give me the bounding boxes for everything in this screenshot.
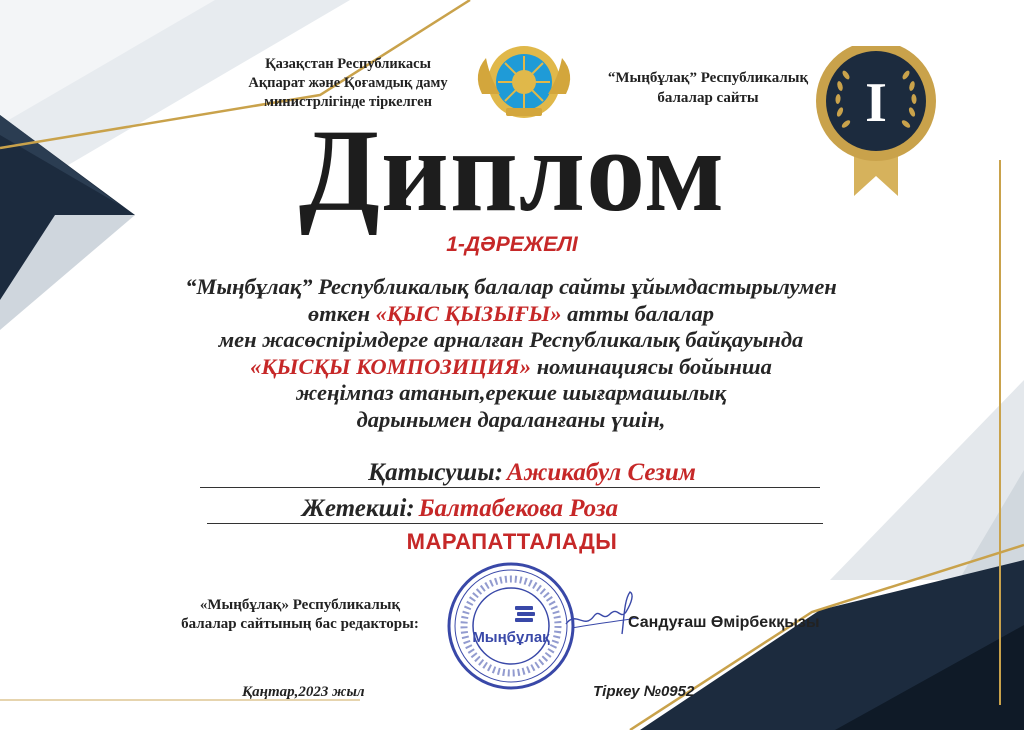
contest-name: «ҚЫС ҚЫЗЫҒЫ» [375,300,562,326]
body-text: атты балалар [567,300,714,326]
body-line: дарынымен дараланғаны үшін, [356,406,666,432]
participant-label: Қатысушы: [368,459,503,486]
editor-label-line: «Мыңбұлақ» Республикалық [199,597,401,613]
gold-medal-icon [810,46,1024,196]
supervisor-name: Балтабекова Роза [418,495,619,522]
registration-right-line: балалар сайты [657,90,759,106]
registration-left-line: Қазақстан Республикасы [265,56,431,72]
participant-underline [200,487,820,488]
supervisor-label: Жетекші: [301,495,415,522]
body-line: жеңімпаз атанып,ерекше шығармашылық [295,380,727,405]
supervisor-underline [207,523,823,524]
awarded-text: МАРАПАТТАЛАДЫ [406,529,618,554]
registration-left-line: Ақпарат және Қоғамдық даму [248,75,448,91]
editor-label [150,596,450,634]
supervisor-row [250,494,670,524]
degree-label: 1-ДӘРЕЖЕЛІ [446,233,578,256]
body-text: өткен [308,300,370,326]
body-line: мен жасөспірімдерге арналған Республикалық байқауында [218,327,804,352]
participant-row [252,458,812,488]
body-line [100,354,922,381]
body-line: “Мыңбұлақ” Республикалық балалар сайты ұйымдастырылумен [185,274,837,299]
registration-number: Тіркеу №0952 [593,683,695,700]
participant-name: Ажикабул Сезим [506,459,696,486]
nomination-name: «ҚЫСҚЫ КОМПОЗИЦИЯ» [250,353,532,379]
medal-numeral: I [865,72,887,134]
issue-date: Қаңтар,2023 жыл [242,684,365,700]
body-text: номинациясы бойынша [536,353,772,379]
diploma-body-text [100,274,922,433]
editor-name: Сандуғаш Өмірбекқызы [628,614,820,631]
stamp-logo-text: Мыңбұлақ [472,629,550,646]
registration-note-right [588,68,828,108]
registration-note-left [228,55,468,112]
diploma-title: Диплом [298,105,726,236]
registration-right-line: “Мыңбұлақ” Республикалық [607,70,809,86]
body-line [100,301,922,328]
registration-left-line: министрлігінде тіркелген [264,94,432,110]
editor-label-line: балалар сайтының бас редакторы: [181,616,419,632]
official-stamp-icon [445,560,577,692]
